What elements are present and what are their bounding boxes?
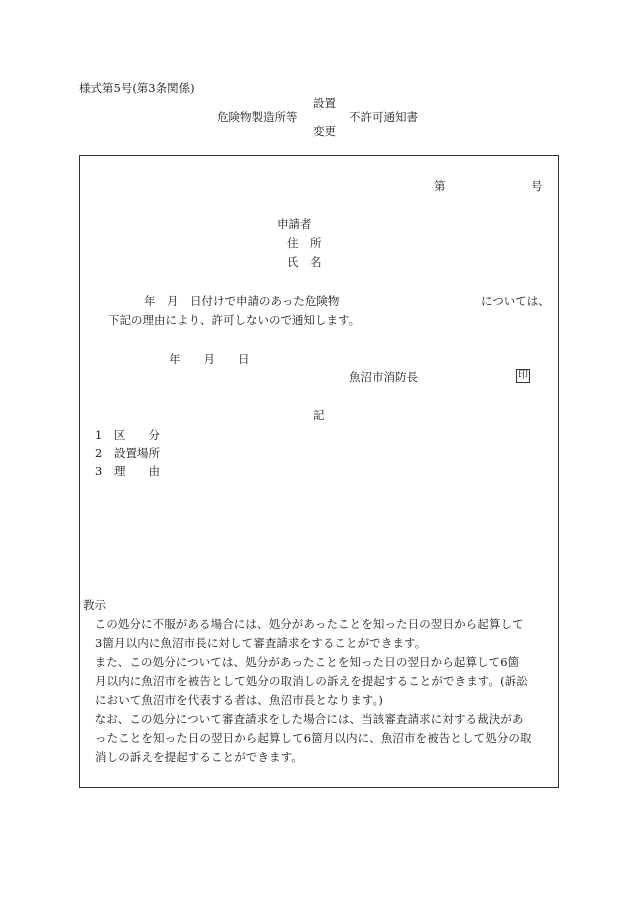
notice-heading: 教示 (83, 598, 106, 612)
notice-line-3: また、この処分については、処分があったことを知った日の翌日から起算して6箇 (83, 655, 520, 669)
notice-line-2: 3箇月以内に魚沼市長に対して審査請求をすることができます。 (95, 636, 427, 650)
record-heading: 記 (313, 408, 325, 422)
record-item-1-label: 区 分 (114, 428, 160, 442)
seal-stamp: 印 (518, 370, 528, 381)
record-item-2-label: 設置場所 (114, 446, 160, 460)
notice-line-5: において魚沼市を代表する者は、魚沼市長となります。) (95, 693, 383, 707)
notice-line-8: 消しの訴えを提起することができます。 (95, 750, 303, 764)
applicant-address-label: 住 所 (287, 236, 322, 250)
doc-number-prefix: 第 (434, 179, 446, 193)
notice-line-4: 月以内に魚沼市を被告として処分の取消しの訴えを提起することができます。(訴訟 (95, 674, 528, 688)
record-item-1-num: 1 (95, 428, 103, 442)
body-line-1: 年 月 日付けで申請のあった危険物 (144, 294, 340, 308)
body-line-2: 下記の理由により、許可しないので通知します。 (108, 313, 361, 327)
applicant-label: 申請者 (277, 217, 312, 231)
applicant-name-label: 氏 名 (287, 255, 322, 269)
record-item-3-label: 理 由 (114, 464, 160, 478)
notice-line-7: ったことを知った日の翌日から起算して6箇月以内に、魚沼市を被告として処分の取 (95, 731, 532, 745)
body-line-1-end: については、 (481, 294, 550, 308)
issuer-name: 魚沼市消防長 (349, 370, 418, 384)
title-non-permission-notice: 不許可通知書 (349, 110, 418, 124)
record-item-3-num: 3 (95, 464, 103, 478)
notice-line-6: なお、この処分について審査請求をした場合には、当該審査請求に対する裁決があ (83, 712, 524, 726)
form-number: 様式第5号(第3条関係) (79, 81, 195, 95)
doc-number-suffix: 号 (531, 179, 543, 193)
record-item-2-num: 2 (95, 446, 103, 460)
notice-line-1: この処分に不服がある場合には、処分があったことを知った日の翌日から起算して (83, 617, 524, 631)
issue-date: 年 月 日 (169, 352, 250, 366)
title-facility: 危険物製造所等 (217, 110, 298, 124)
title-option-change: 変更 (313, 124, 336, 138)
title-option-install: 設置 (313, 96, 336, 110)
